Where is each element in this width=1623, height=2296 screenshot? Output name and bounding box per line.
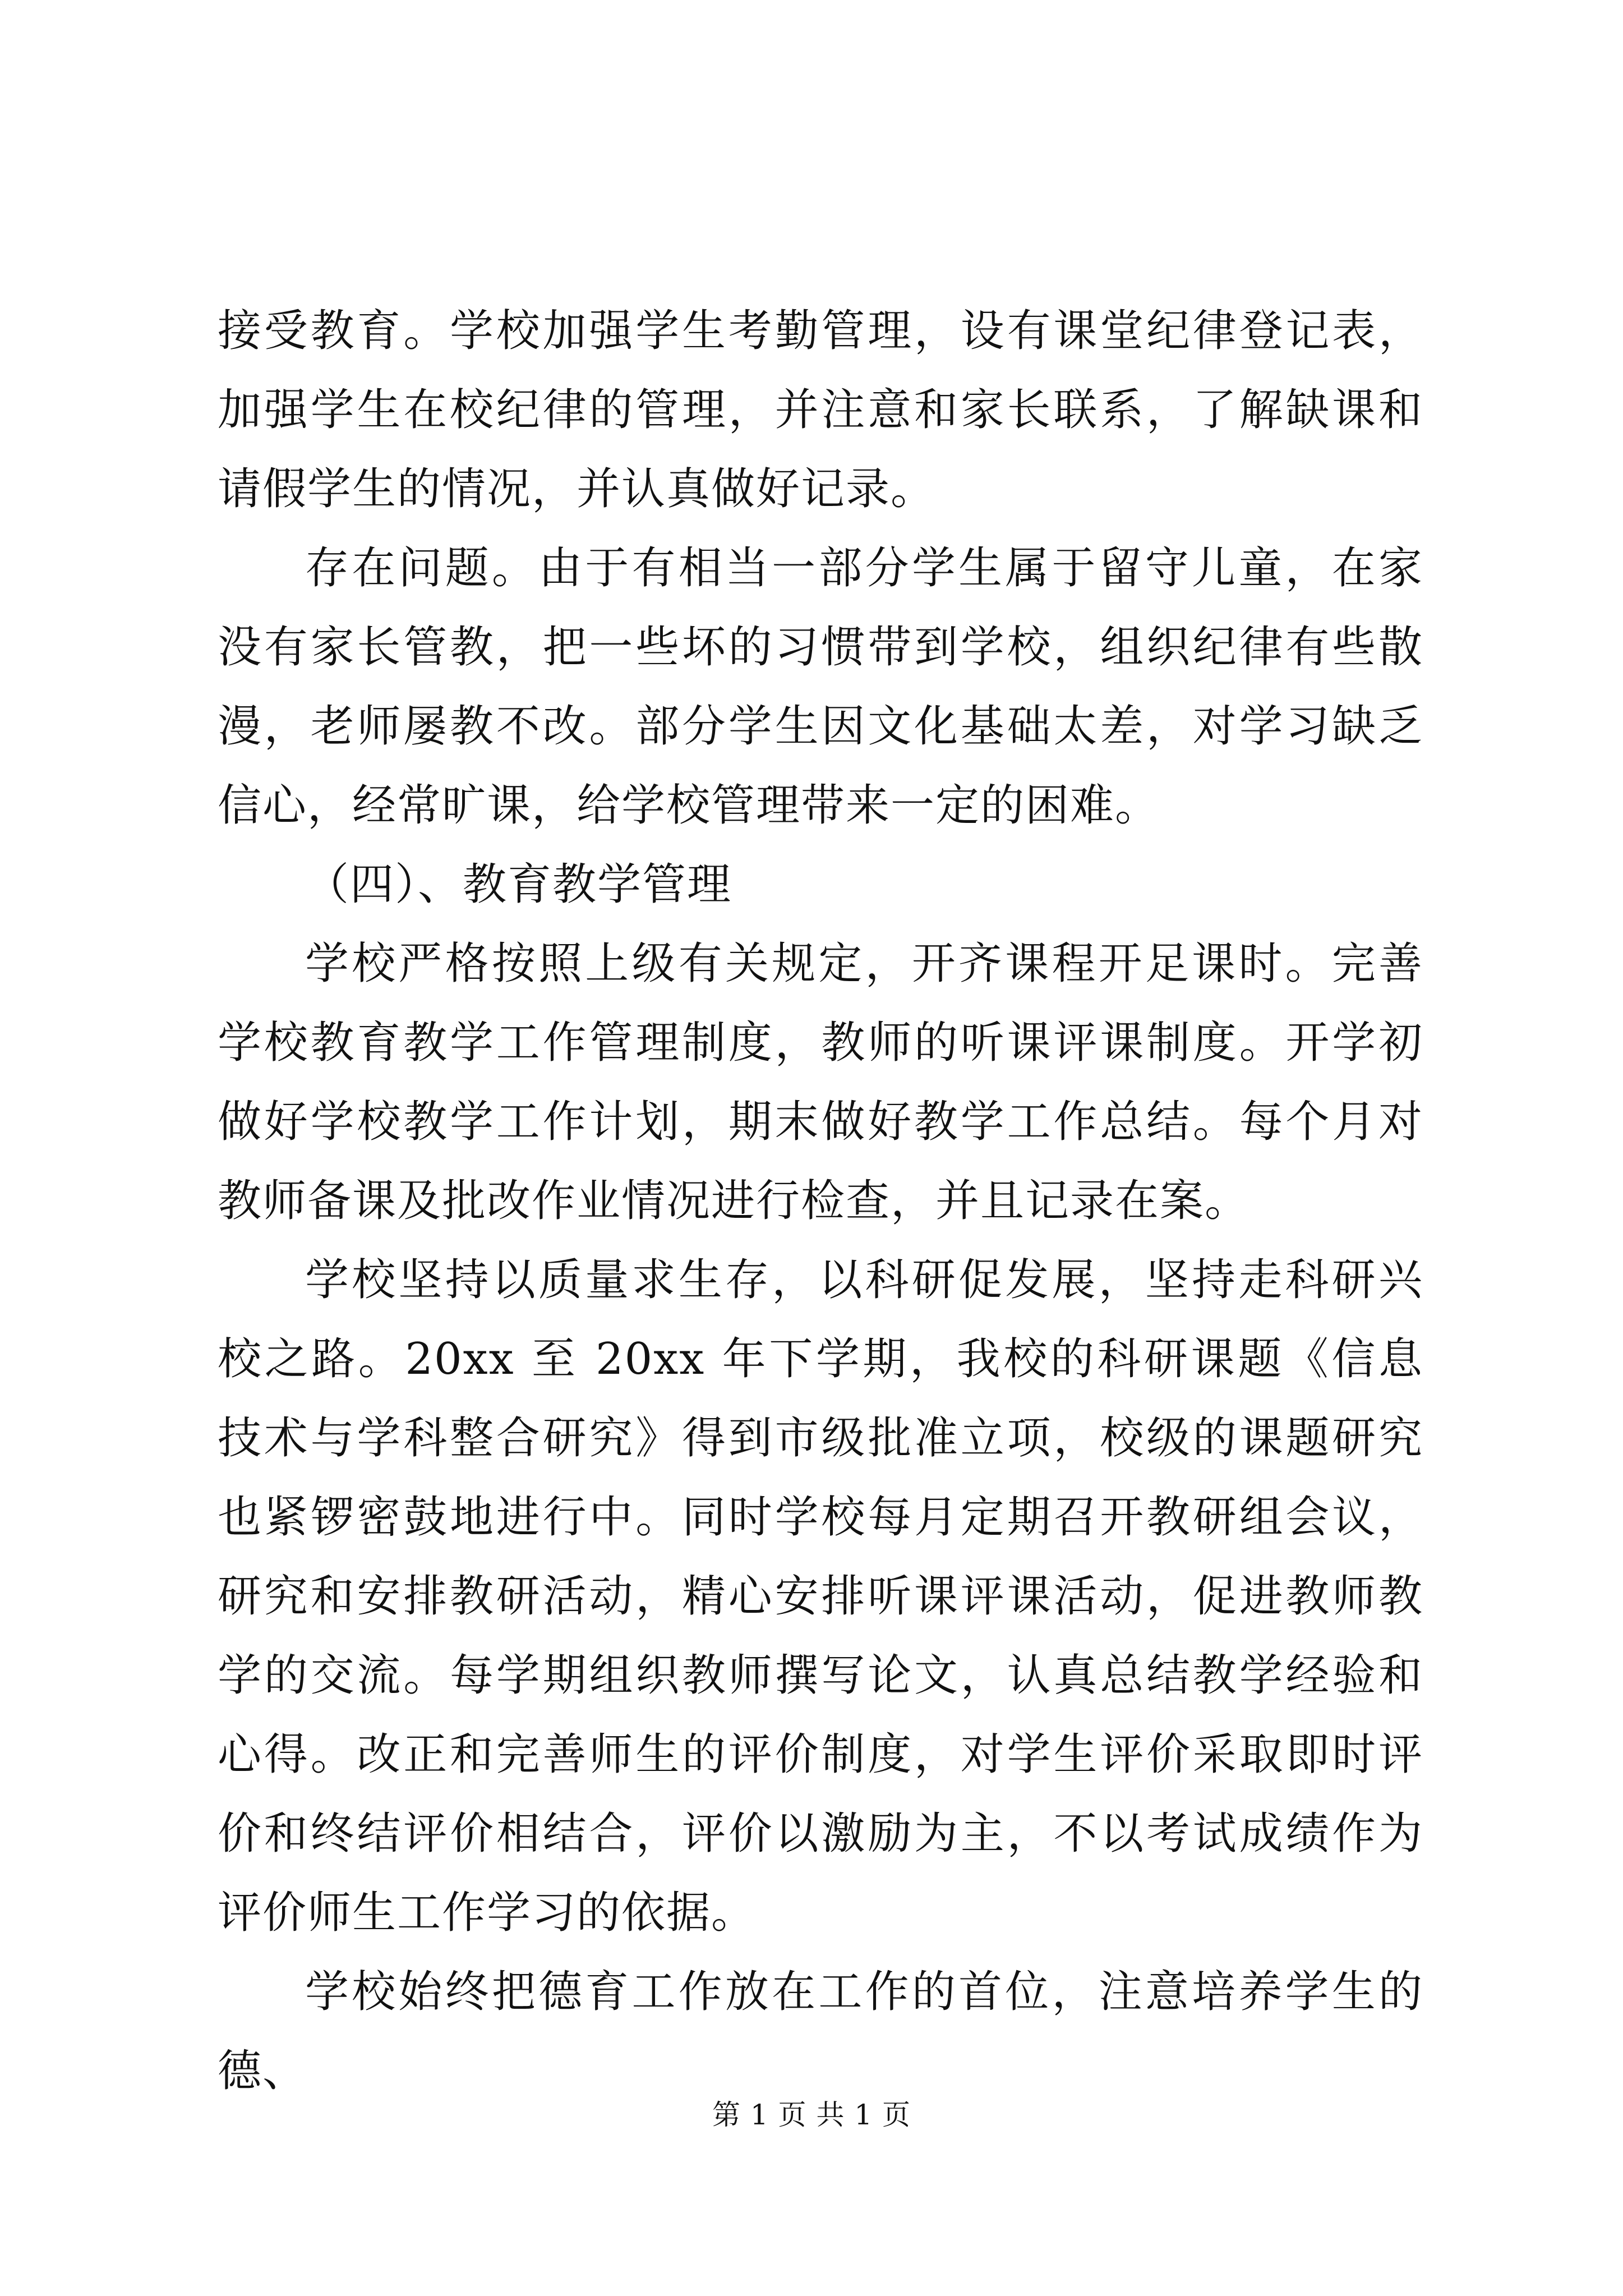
paragraph-continuation: 接受教育。学校加强学生考勤管理，设有课堂纪律登记表，加强学生在校纪律的管理，并注意和家长联系，了解缺课和请假学生的情况，并认真做好记录。: [218, 306, 1423, 514]
paragraph-moral-education: 学校始终把德育工作放在工作的首位，注意培养学生的德、: [218, 1967, 1423, 2096]
paragraph-existing-problems: 存在问题。由于有相当一部分学生属于留守儿童，在家没有家长管教，把一些坏的习惯带到学校，组织纪律有些散漫，老师屡教不改。部分学生因文化基础太差，对学习缺乏信心，经常旷课，给学校管理带来一定的困难。: [218, 543, 1423, 831]
paragraph-research: 学校坚持以质量求生存，以科研促发展，坚持走科研兴校之路。20xx 至 20xx 年下学期，我校的科研课题《信息技术与学科整合研究》得到市级批准立项，校级的课题研究也紧锣密鼓地进行中。同时学校每月定期召开教研组会议，研究和安排教研活动，精心安排听课评课活动，促进教师教学的交流。每学期组织教师撰写论文，认真总结教学经验和心得。改正和完善师生的评价制度，对学生评价采取即时评价和终结评价相结合，评价以激励为主，不以考试成绩作为评价师生工作学习的依据。: [218, 1255, 1423, 1938]
page-footer: 第 1 页 共 1 页: [712, 2099, 911, 2131]
document-body: [218, 292, 1423, 2111]
paragraph-curriculum: 学校严格按照上级有关规定，开齐课程开足课时。完善学校教育教学工作管理制度，教师的听课评课制度。开学初做好学校教学工作计划，期末做好教学工作总结。每个月对教师备课及批改作业情况进行检查，并且记录在案。: [218, 938, 1423, 1226]
section-heading: （四）、教育教学管理: [305, 859, 732, 910]
